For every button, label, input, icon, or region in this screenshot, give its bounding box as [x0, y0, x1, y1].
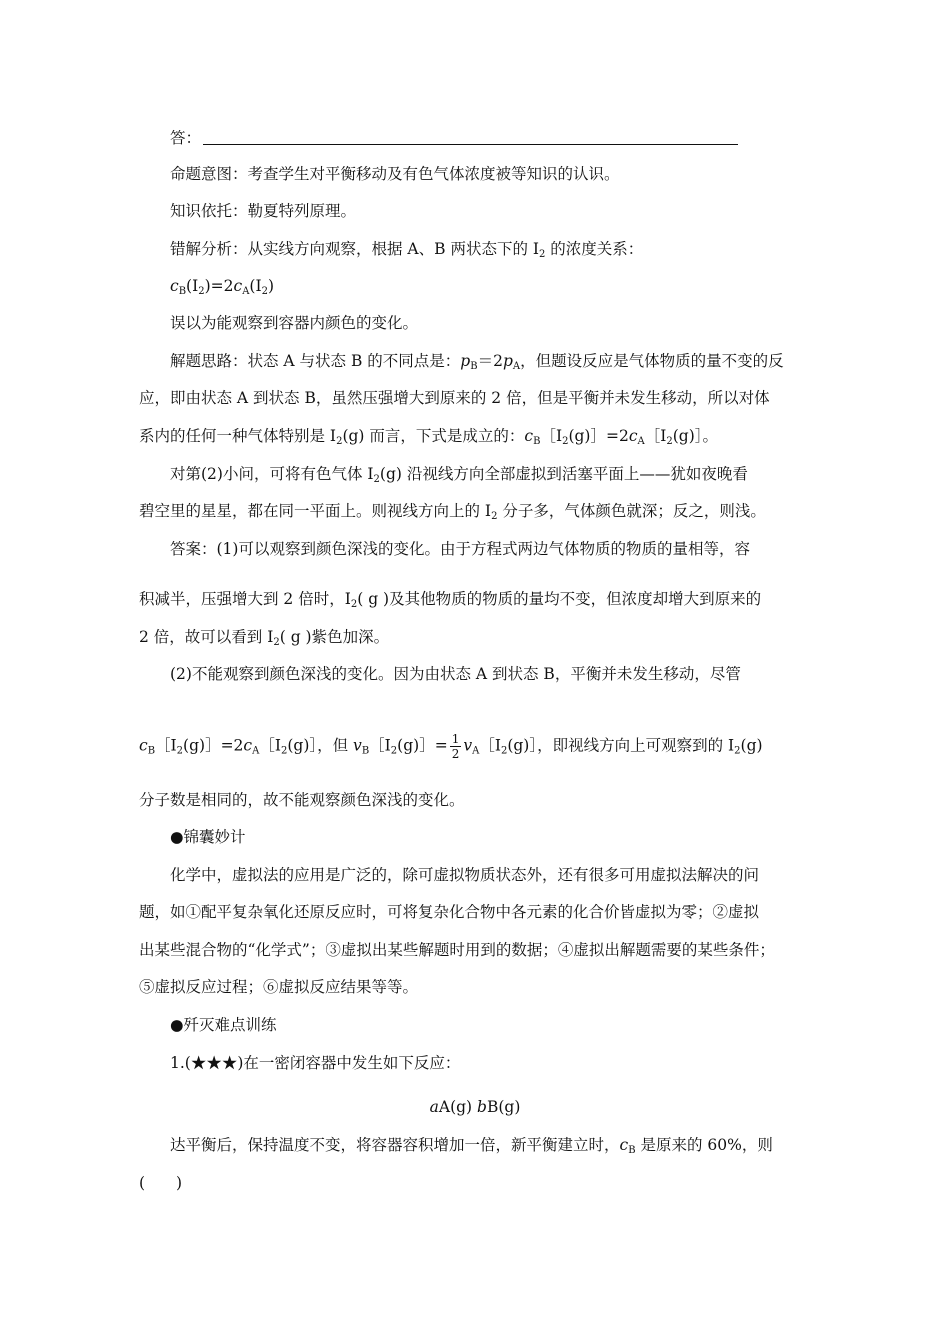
intent-line: 命题意图：考查学生对平衡移动及有色气体浓度被等知识的认识。 [170, 165, 620, 183]
reaction-equation: aA(g) bB(g) [429, 1098, 521, 1116]
misread-line: 误以为能观察到容器内颜色的变化。 [170, 314, 419, 332]
error-analysis-line: 错解分析：从实线方向观察，根据 A、B 两状态下的 $I_2$ 的浓度关系： [170, 240, 644, 260]
training-heading: ●歼灭难点训练 [170, 1016, 277, 1034]
tips-line-1: 化学中，虚拟法的应用是广泛的，除可虚拟物质状态外，还有很多可用虚拟法解决的问 [170, 866, 760, 884]
thinking-line-2: 应，即由状态 A 到状态 B，虽然压强增大到原来的 2 倍，但是平衡并未发生移动，所以对体 [139, 389, 770, 407]
question-1-stem: 1.(★★★)在一密闭容器中发生如下反应： [170, 1054, 461, 1072]
tips-line-3: 出某些混合物的“化学式”；③虚拟出某些解题时用到的数据；④虚拟出解题需要的某些条件； [139, 941, 775, 959]
answer-1-line-2: 积减半，压强增大到 2 倍时，$I_2$( g )及其他物质的物质的量均不变，但浓度却增大到原来的 [139, 590, 762, 610]
one-half-fraction: $\frac{1}{2}$ [451, 732, 460, 761]
answer-blank [203, 128, 738, 145]
answer-prefix: 答： [170, 129, 202, 147]
answer-1-line-1: 答案：(1)可以观察到颜色深浅的变化。由于方程式两边气体物质的物质的量相等，容 [170, 540, 750, 558]
tips-heading: ●锦囊妙计 [170, 828, 246, 846]
answer-2-line-3: 分子数是相同的，故不能观察颜色深浅的变化。 [139, 791, 465, 809]
thinking-line-3: 系内的任何一种气体特别是 $I_2(g)$ 而言，下式是成立的：$c_B[I_2(g)]=2c_A[I_2(g)]$。 [139, 427, 719, 447]
answer-1-line-3: 2 倍，故可以看到 $I_2$( g )紫色加深。 [139, 628, 390, 648]
tips-line-2: 题，如①配平复杂氧化还原反应时，可将复杂化合物中各元素的化合价皆虚拟为零；②虚拟 [139, 903, 760, 921]
q2-line-1: 对第(2)小问，可将有色气体 $I_2(g)$ 沿视线方向全部虚拟到活塞平面上——犹如夜晚看 [170, 465, 748, 485]
answer-2-line-1: (2)不能观察到颜色深浅的变化。因为由状态 A 到状态 B，平衡并未发生移动，尽管 [170, 665, 741, 683]
question-1-choice-blank: ( ) [139, 1174, 183, 1192]
question-1-condition: 达平衡后，保持温度不变，将容器容积增加一倍，新平衡建立时，$c_B$ 是原来的 60%，则 [170, 1136, 773, 1156]
answer-line [170, 128, 850, 148]
thinking-line-1: 解题思路：状态 A 与状态 B 的不同点是：$p_B=2p_A$，但题设反应是气体物质的量不变的反 [170, 352, 784, 372]
tips-line-4: ⑤虚拟反应过程；⑥虚拟反应结果等等。 [139, 978, 419, 996]
q2-line-2: 碧空里的星星，都在同一平面上。则视线方向上的 $I_2$ 分子多，气体颜色就深；反之，则浅。 [139, 502, 766, 522]
answer-2-line-2: $c_B[I_2(g)]=2c_A[I_2(g)]$，但 $v_B[I_2(g)]=$ $\frac{1}{2}$ $v_A[I_2(g)]$，即视线方向上可观察到的 $I_2(g)$ [139, 732, 763, 761]
concentration-formula: $c_B(I_2)=2c_A(I_2)$ [170, 277, 275, 297]
knowledge-line: 知识依托：勒夏特列原理。 [170, 202, 357, 220]
